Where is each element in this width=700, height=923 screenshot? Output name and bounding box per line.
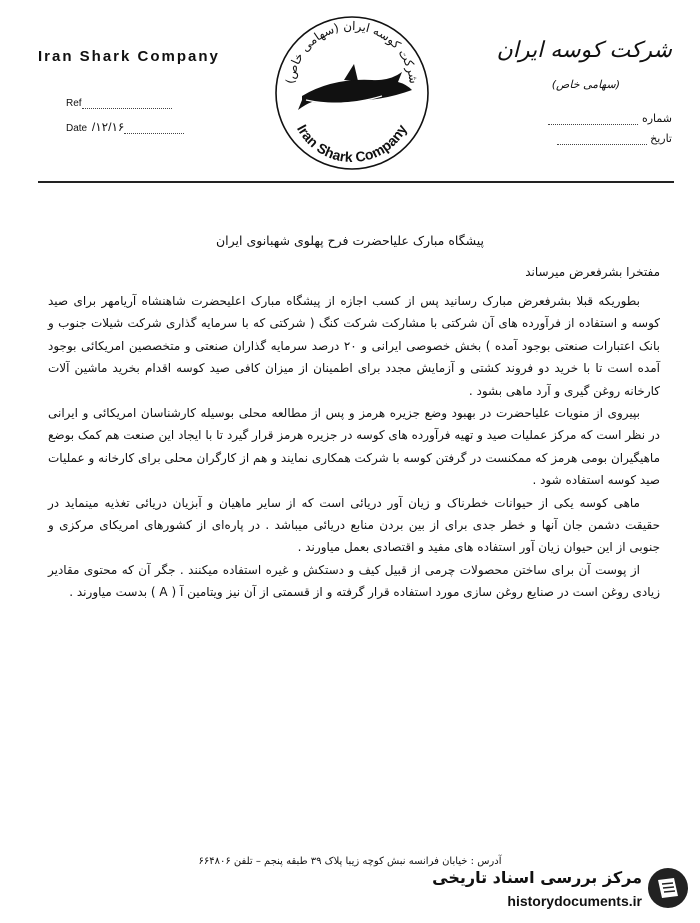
company-name-en: Iran Shark Company [38,48,220,65]
watermark-url: historydocuments.ir [507,893,642,909]
company-name-fa: شرکت کوسه ایران [496,38,672,63]
watermark-logo-icon [646,866,690,910]
letterhead-divider [38,181,674,183]
logo-ring-en: Iran Shark Company [294,121,410,166]
ref-label: Ref [66,98,82,109]
paragraph-2: بپیروی از منویات علیاحضرت در بهبود وضع جزیره هرمز و پس از مطالعه محلی بوسیله کارشناسان امریکائی و ایرانی در نظر است که مرکز عملیات صید و تهیه فرآورده های کوسه در جزیره هرمز قرار گیرد تا با ایجاد این صنعت هم کمک بوضع ماهیگیران بومی هرمز که ممکنست در گرفتن کوسه با شرکت همکاری نمایند و هم از کارگران محلی برای کارخانه و عملیات صید کوسه استفاده شود . [48,406,660,488]
watermark-title: مرکز بررسی اسناد تاریخی [432,868,642,887]
letter-salutation: مفتخرا بشرفعرض میرساند [525,265,660,279]
number-label-fa: شماره [641,112,672,125]
date-field [66,120,184,134]
date-value: /۱۲/۱۶ [91,120,125,134]
letter-heading: پیشگاه مبارک علیاحضرت فرح پهلوی شهبانوی ایران [215,233,484,248]
shark-logo [272,8,432,178]
paragraph-1: بطوریکه قبلا بشرفعرض مبارک رسانید پس از کسب اجازه از پیشگاه مبارک اعلیحضرت شاهنشاه آریامهر برای صید کوسه و استفاده از فرآورده های آن شرکتی با مشارکت شرکت کنگ ( شرکتی که با سرمایه گذاری شرکت شیلات جنوب و بانک اعتبارات صنعتی بوجود آمده ) بخش خصوصی ایرانی و ۲۰ درصد سرمایه گذاران صنعتی و متخصصین امریکائی بوجود آمده است تا با خرید دو فروند کشتی و آزمایش مجدد برای اطمینان از میزان کافی صید کوسه اقدام بخرید ماشین آلات کارخانه روغن گیری و آرد ماهی بشود . [48,294,660,398]
letter-body [48,290,660,604]
footer-address: آدرس : خیابان فرانسه نبش کوچه زیبا پلاک ۳۹ طبقه پنجم – تلفن ۶۶۴۸۰۶ [198,856,502,867]
date-label: Date [66,123,88,134]
logo-ring-fa: شرکت کوسه ایران (سهامی خاص) [283,18,421,85]
date-field-fa [557,132,672,145]
paragraph-3: ماهی کوسه یکی از حیوانات خطرناک و زیان آور دریائی است که از سایر ماهیان و آبزیان دریائی تغذیه مینماید در حقیقت دشمن جان آنها و خطر جدی برای از بین بردن منابع دریائی میباشد . در پاره‌ای از کشورهای امریکای مرکزی و جنوبی از این حیوان زیان آور استفاده های مفید و اقتصادی بعمل میاورند . [48,495,660,555]
number-field-fa [548,112,672,125]
paragraph-4: از پوست آن برای ساختن محصولات چرمی از قبیل کیف و دستکش و غیره استفاده میکنند . جگر آن که محتوی مقادیر زیادی روغن است در صنایع روغن سازی مورد استفاده قرار گرفته و از قسمتی از آن نیز ویتامین آ ( A ) بدست میاورند . [48,562,660,600]
date-label-fa: تاریخ [650,132,672,145]
ref-field [66,98,172,109]
company-type-fa: (سهامی خاص) [551,78,620,91]
